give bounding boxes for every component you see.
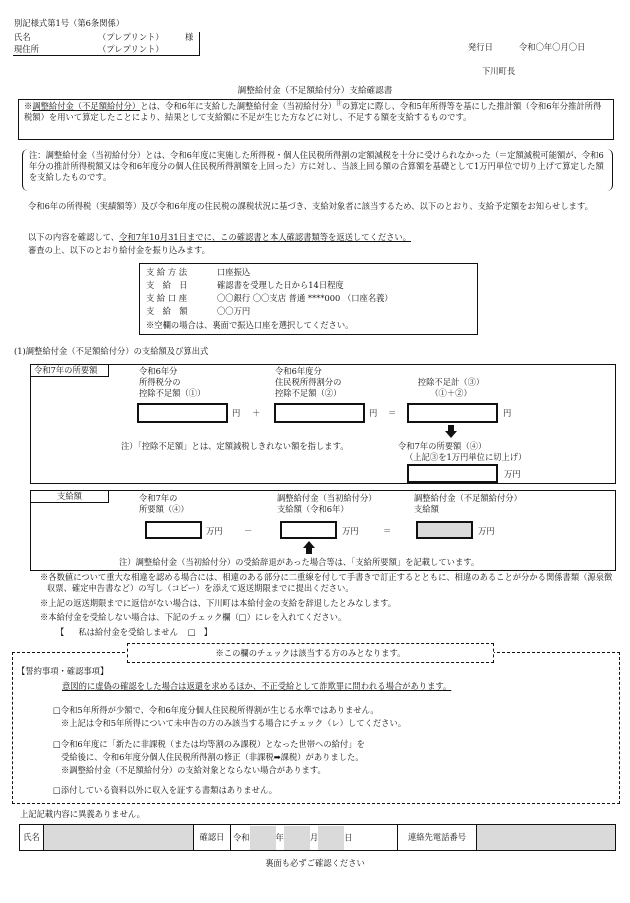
pledge-warning: 意図的に虚偽の確認をした場合は返還を求めるほか、不正受給として詐欺罪に問われる場合があります。 <box>62 681 452 691</box>
initial-payment-input[interactable] <box>280 521 337 539</box>
signature-table <box>19 824 616 851</box>
footer-name-label: 氏名 <box>20 825 44 851</box>
issuer: 下川町長 <box>482 66 516 76</box>
account-value: 〇〇銀行 〇〇支店 普通 ****000 （口座名義） <box>217 293 393 303</box>
method-label: 支 給 方 法 <box>146 267 188 277</box>
payment-info-box <box>139 263 478 335</box>
income-tax-shortfall-input[interactable] <box>137 403 228 423</box>
address-value: （プレプリント） <box>98 44 164 54</box>
resident-tax-shortfall-input[interactable] <box>274 403 365 423</box>
c2-header: 調整給付金（当初給付分） 支給額（令和6年） <box>277 493 377 514</box>
payment-amount-section <box>30 490 616 571</box>
calc-section-title: (1)調整給付金（不足額給付分）の支給額及び算出式 <box>14 346 209 356</box>
arrow-up-icon <box>303 541 315 554</box>
amount-label: 支 給 額 <box>146 306 188 316</box>
issue-date-label: 発行日 <box>468 42 493 52</box>
pledge-item-2-line2: 受給後に、令和6年度分個人住民税所得割の修正（非課税➡課税）がありました。 <box>61 752 364 762</box>
pledge-item-2-note: ※調整給付金（不足額給付分）の支給対象とならない場合があります。 <box>61 765 326 775</box>
notice-term: 調整給付金（不足額給付分） <box>32 101 141 111</box>
total-shortfall-input[interactable] <box>407 403 498 423</box>
honorific: 様 <box>185 32 194 42</box>
unit-man-3: 万円 <box>342 526 359 536</box>
blank-account-note: ※空欄の場合は、裏面で振込口座を選択してください。 <box>146 320 354 330</box>
equals-sign-1: ＝ <box>388 408 397 418</box>
form-number: 別記様式第1号（第6条関係） <box>14 18 125 28</box>
name-label: 氏名 <box>14 32 31 42</box>
notice-text: とは、令和6年に支給した調整給付金（当初給付分） <box>140 101 337 111</box>
confirm-date-label: 確認日 <box>194 825 231 851</box>
waiver-note: 注）調整給付金（当初給付分）の受給辞退があった場合等は、「支給所要額」を記載しています。 <box>119 557 480 567</box>
shortfall-definition-note: 注）「控除不足額」とは、定額減税しきれない額を指します。 <box>121 441 349 451</box>
no-objection-text: 上記記載内容に異義ありません。 <box>20 809 145 819</box>
pledge-item-1[interactable]: □令和5年所得が少額で、令和6年度分個人住民税所得割が生じる水準ではありません。 <box>53 705 379 715</box>
notice-box <box>18 99 614 140</box>
footnote-box <box>22 149 613 191</box>
pledge-item-1-note: ※上記は令和5年所得について未申告の方のみ該当する場合にチェック（レ）してください。 <box>61 718 407 728</box>
decline-checkbox[interactable]: □ <box>187 627 196 637</box>
document-title: 調整給付金（不足額給付分）支給確認書 <box>237 86 393 96</box>
arrow-down-icon <box>445 425 457 438</box>
unit-yen-2: 円 <box>369 408 378 418</box>
row2-label: 支給額 <box>30 490 109 503</box>
deadline-note: ※上記の返送期限までに返信がない場合は、下川町は本給付金の支給を辞退したとみなします。 <box>40 598 397 608</box>
address-label: 現住所 <box>14 44 39 54</box>
correction-note: ※各数値について重大な相違を認める場合には、相違のある部分に二重線を付して手書きで訂正するとともに、相違のあることが分かる関係書類（源泉徴収票、確定申告書など）の写し（コピー）を添えて返送期限までに提出ください。 <box>40 572 613 594</box>
plus-sign: ＋ <box>252 408 261 418</box>
date-label: 支 給 日 <box>146 280 188 290</box>
decline-line: 【 私は給付金を受給しません □ 】 <box>56 627 213 637</box>
required-amount-input[interactable] <box>407 464 498 483</box>
required-amount-section <box>30 364 616 484</box>
back-side-note: 裏面も必ずご確認ください <box>265 858 365 868</box>
required-amount-carry-input[interactable] <box>145 521 202 539</box>
row1-label: 令和7年の所要額 <box>30 364 109 377</box>
return-deadline: 令和7年10月31日までに、この確認書と本人確認書類等を返送してください。 <box>119 232 412 242</box>
recipient-box <box>13 32 200 56</box>
method-value: 口座振込 <box>217 267 251 277</box>
signer-name-field[interactable] <box>44 825 194 851</box>
review-text: 審査の上、以下のとおり給付金を振り込みます。 <box>28 245 210 255</box>
col1-header: 令和6年分 所得税分の 控除不足額（①） <box>139 366 206 398</box>
footnote-text: 注：調整給付金（当初給付分）とは、令和6年度に実施した所得税・個人住民税所得割の定額減税を十分に受けられなかった（＝定額減税可能額が、令和6年分の推計所得税額又は令和6年度分の個人住民税所得割額を上回った）方に対し、当該上回る額の合算額を基礎として1万円単位で切り上げて算定した額を支給したものです。 <box>29 150 604 183</box>
confirm-date-field[interactable]: 令和 年 月 日 <box>231 825 398 851</box>
issue-date: 令和〇年〇月〇日 <box>519 42 586 52</box>
return-instruction: 以下の内容を確認して、令和7年10月31日までに、この確認書と本人確認書類等を返送してください。 <box>28 232 412 242</box>
required-amount-header: 令和7年の所要額（④） （上記③を1万円単位に切上げ） <box>398 441 527 462</box>
notice-footnote-mark: 注 <box>336 101 342 108</box>
unit-yen-1: 円 <box>232 408 241 418</box>
unit-man-2: 万円 <box>206 526 223 536</box>
equals-sign-2: ＝ <box>383 526 392 536</box>
unit-yen-3: 円 <box>503 408 512 418</box>
phone-field[interactable] <box>477 825 616 851</box>
pledge-title: 【誓約事項・確認事項】 <box>17 666 109 676</box>
unit-man-4: 万円 <box>478 526 495 536</box>
date-value: 確認書を受理した日から14日程度 <box>217 280 344 290</box>
pledge-item-3[interactable]: □添付している資料以外に収入を証する書類はありません。 <box>53 785 278 795</box>
minus-sign: － <box>244 526 253 536</box>
decline-instruction: ※本給付金を受給しない場合は、下記のチェック欄（□）にレを入れてください。 <box>40 612 347 622</box>
pledge-item-2[interactable]: □令和6年度に「新たに非課税（または均等割のみ課税）となった世帯への給付」を <box>53 739 365 749</box>
col2-header: 令和6年度分 住民税所得割分の 控除不足額（②） <box>275 366 342 398</box>
name-value: （プレプリント） <box>98 32 164 42</box>
phone-label: 連絡先電話番号 <box>398 825 477 851</box>
notice-prefix: ※ <box>24 101 33 111</box>
col3-header: 控除不足計（③） （①＋②） <box>417 377 485 398</box>
unit-man-1: 万円 <box>504 469 521 479</box>
decline-text: 私は給付金を受給しません <box>78 627 178 637</box>
right-arrow-icon: ➡ <box>273 752 281 762</box>
intro-paragraph: 令和6年の所得税（実績額等）及び令和6年度の住民税の課税状況に基づき、支給対象者に該当するため、以下のとおり、支給予定額をお知らせします。 <box>28 201 593 211</box>
c1-header: 令和7年の 所要額（④） <box>139 493 189 514</box>
pledge-banner: ※この欄のチェックは該当する方のみとなります。 <box>127 643 494 663</box>
c3-header: 調整給付金（不足額給付分） 支給額 <box>414 493 522 514</box>
notice-text-rest: の算定に際し、令和5年所得等を基にした推計額（令和6年分推計所得税額）を用いて算定したことにより、結果として支給額に不足が生じた方などに対し、不足する額を支給するものです。 <box>24 101 602 123</box>
account-label: 支 給 口 座 <box>146 293 188 303</box>
shortfall-payment-field <box>416 521 473 539</box>
amount-value: 〇〇万円 <box>217 306 251 316</box>
